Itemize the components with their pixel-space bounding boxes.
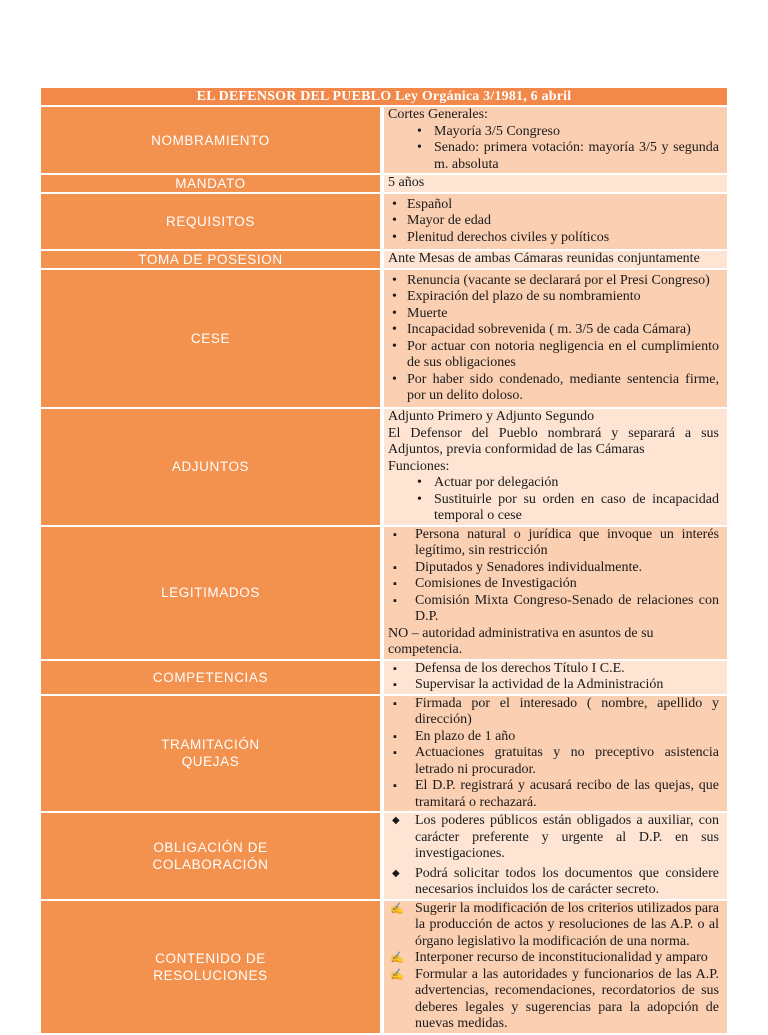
adjuntos-line2: El Defensor del Pueblo nombrará y separará a sus Adjuntos, previa conformidad de las Cámaras (388, 425, 719, 457)
label-contenido-line2: RESOLUCIONES (153, 967, 268, 983)
content-toma-posesion: Ante Mesas de ambas Cámaras reunidas conjuntamente (384, 251, 727, 268)
list-item: ▪ Actuaciones gratuitas y no preceptivo asistencia letrado ni procurador. (388, 745, 719, 778)
requisitos-list (388, 197, 719, 247)
list-item: ▪ Firmada por el interesado ( nombre, apellido y dirección) (388, 696, 719, 729)
row-requisitos (41, 194, 727, 249)
content-legitimados (384, 527, 727, 659)
title-row (41, 88, 727, 105)
adjuntos-line3: Funciones: (388, 458, 450, 474)
list-item: ▪ Diputados y Senadores individualmente. (388, 560, 719, 577)
row-toma-posesion (41, 251, 727, 268)
content-adjuntos (384, 409, 727, 525)
list-item: • Expiración del plazo de su nombramiento (388, 289, 719, 306)
legitimados-note: NO – autoridad administrativa en asuntos de su competencia. (388, 625, 654, 657)
content-nombramiento (384, 107, 727, 173)
list-item: • Senado: primera votación: mayoría 3/5 y segunda m. absoluta (388, 140, 719, 173)
list-item: • Por actuar con notoria negligencia en el cumplimiento de sus obligaciones (388, 339, 719, 372)
label-obligacion-line1: OBLIGACIÓN DE (153, 839, 268, 855)
cese-list (388, 273, 719, 405)
list-item: • Español (388, 197, 719, 214)
obligacion-list (388, 813, 719, 899)
competencias-list (388, 661, 719, 694)
list-item: ▪ Persona natural o jurídica que invoque un interés legítimo, sin restricción (388, 527, 719, 560)
list-item: ◆ Los poderes públicos están obligados a auxiliar, con carácter preferente y urgente al D.P. en sus investigaciones. (388, 813, 719, 863)
content-competencias (384, 661, 727, 694)
content-contenido (384, 901, 727, 1033)
list-item: • Sustituirle por su orden en caso de incapacidad temporal o cese (388, 492, 719, 525)
list-item: ▪ Comisiones de Investigación (388, 576, 719, 593)
legitimados-list (388, 527, 719, 626)
label-tramitacion-line2: QUEJAS (181, 754, 240, 770)
label-toma-posesion: TOMA DE POSESION (41, 251, 384, 268)
list-item: ▪ El D.P. registrará y acusará recibo de las quejas, que tramitará o rechazará. (388, 778, 719, 811)
label-obligacion (41, 813, 384, 899)
list-item: • Por haber sido condenado, mediante sentencia firme, por un delito doloso. (388, 372, 719, 405)
label-cese: CESE (41, 270, 384, 407)
nombramiento-intro: Cortes Generales: (388, 107, 488, 122)
list-item: ✍ Sugerir la modificación de los criterios utilizados para la producción de actos y resoluciones de las A.P. o al órgano legislativo la modificación de una norma. (388, 901, 719, 951)
list-item: • Actuar por delegación (388, 475, 719, 492)
table-title: EL DEFENSOR DEL PUEBLO Ley Orgánica 3/1981, 6 abril (41, 88, 727, 105)
list-item: • Renuncia (vacante se declarará por el Presi Congreso) (388, 273, 719, 290)
list-item: • Mayoría 3/5 Congreso (388, 124, 719, 141)
tramitacion-list (388, 696, 719, 812)
list-item: ▪ En plazo de 1 año (388, 729, 719, 746)
adjuntos-line1: Adjunto Primero y Adjunto Segundo (388, 409, 595, 424)
label-competencias: COMPETENCIAS (41, 661, 384, 694)
list-item: ◆ Podrá solicitar todos los documentos que considere necesarios incluidos los de carácter secreto. (388, 866, 719, 899)
row-competencias (41, 661, 727, 694)
label-requisitos: REQUISITOS (41, 194, 384, 249)
nombramiento-list (388, 124, 719, 174)
label-adjuntos: ADJUNTOS (41, 409, 384, 525)
row-legitimados (41, 527, 727, 659)
list-item: ▪ Comisión Mixta Congreso-Senado de relaciones con D.P. (388, 593, 719, 626)
content-obligacion (384, 813, 727, 899)
list-item: • Plenitud derechos civiles y políticos (388, 230, 719, 247)
list-item: ▪ Supervisar la actividad de la Administración (388, 677, 719, 694)
row-obligacion (41, 813, 727, 899)
list-item: • Muerte (388, 306, 719, 323)
label-contenido (41, 901, 384, 1033)
list-item: • Incapacidad sobrevenida ( m. 3/5 de cada Cámara) (388, 322, 719, 339)
list-item: • Mayor de edad (388, 213, 719, 230)
label-legitimados: LEGITIMADOS (41, 527, 384, 659)
label-obligacion-line2: COLABORACIÓN (152, 856, 269, 872)
list-item: ✍ Formular a las autoridades y funcionarios de las A.P. advertencias, recomendaciones, recordatorios de sus deberes legales y sugerencias para la adopción de nuevas medidas. (388, 967, 719, 1033)
row-nombramiento (41, 107, 727, 173)
label-mandato: MANDATO (41, 175, 384, 192)
list-item: ✍ Interponer recurso de inconstitucionalidad y amparo (388, 950, 719, 967)
content-requisitos (384, 194, 727, 249)
content-tramitacion (384, 696, 727, 812)
contenido-list (388, 901, 719, 1033)
row-tramitacion (41, 696, 727, 812)
list-item: ▪ Defensa de los derechos Título I C.E. (388, 661, 719, 678)
row-contenido (41, 901, 727, 1033)
content-cese (384, 270, 727, 407)
row-cese (41, 270, 727, 407)
summary-table (41, 86, 727, 1035)
adjuntos-list (388, 475, 719, 525)
label-contenido-line1: CONTENIDO DE (155, 950, 266, 966)
content-mandato: 5 años (384, 175, 727, 192)
row-adjuntos (41, 409, 727, 525)
row-mandato (41, 175, 727, 192)
label-tramitacion (41, 696, 384, 812)
label-nombramiento: NOMBRAMIENTO (41, 107, 384, 173)
label-tramitacion-line1: TRAMITACIÓN (161, 737, 260, 753)
